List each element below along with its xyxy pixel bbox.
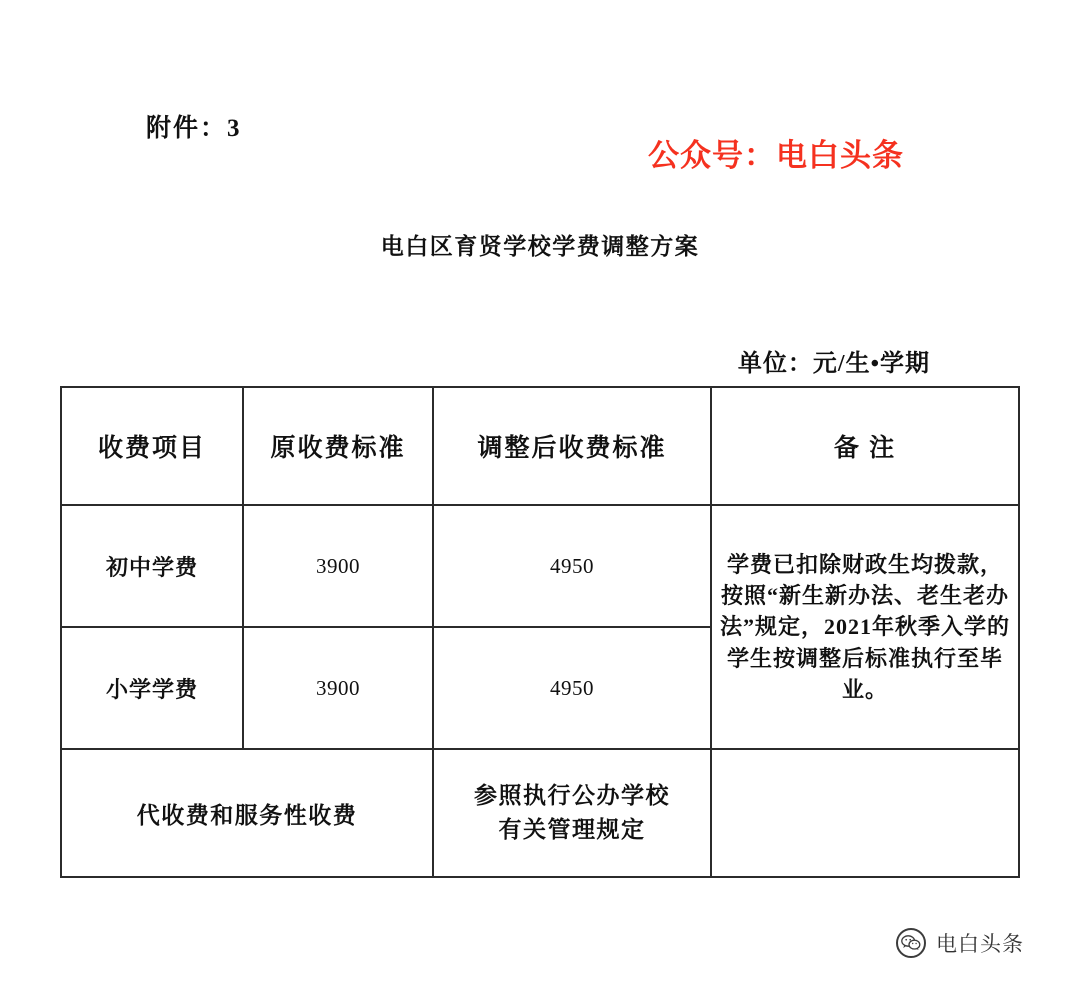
cell-remark-merged: 学费已扣除财政生均拨款，按照“新生新办法、老生老办法”规定，2021年秋季入学的学生按调整后标准执行至毕业。 <box>711 505 1019 749</box>
footer-wechat-badge <box>896 928 1024 958</box>
adjusted-misc-line2: 有关管理规定 <box>498 817 646 842</box>
column-header-adjusted: 调整后收费标准 <box>433 387 711 505</box>
cell-remark-misc-fees <box>711 749 1019 877</box>
cell-original-primary: 3900 <box>243 627 433 749</box>
column-header-remark: 备 注 <box>711 387 1019 505</box>
cell-adjusted-junior: 4950 <box>433 505 711 627</box>
column-header-original: 原收费标准 <box>243 387 433 505</box>
unit-note: 单位：元/生•学期 <box>737 351 930 377</box>
fee-adjustment-table <box>60 386 1020 878</box>
cell-item-junior: 初中学费 <box>61 505 243 627</box>
adjusted-misc-line1: 参照执行公办学校 <box>474 782 670 808</box>
column-header-item: 收费项目 <box>61 387 243 505</box>
cell-item-misc-fees: 代收费和服务性收费 <box>61 749 433 877</box>
table-header-row <box>61 387 1019 505</box>
page-title: 电白区育贤学校学费调整方案 <box>380 234 700 259</box>
attachment-label: 附件：3 <box>146 115 242 142</box>
table-row <box>61 505 1019 627</box>
cell-original-junior: 3900 <box>243 505 433 627</box>
wechat-watermark: 公众号：电白头条 <box>648 138 904 173</box>
table-row <box>61 749 1019 877</box>
wechat-icon <box>896 928 926 958</box>
footer-badge-label: 电白头条 <box>936 933 1024 956</box>
cell-adjusted-misc-fees <box>433 749 711 877</box>
cell-adjusted-primary: 4950 <box>433 627 711 749</box>
cell-item-primary: 小学学费 <box>61 627 243 749</box>
